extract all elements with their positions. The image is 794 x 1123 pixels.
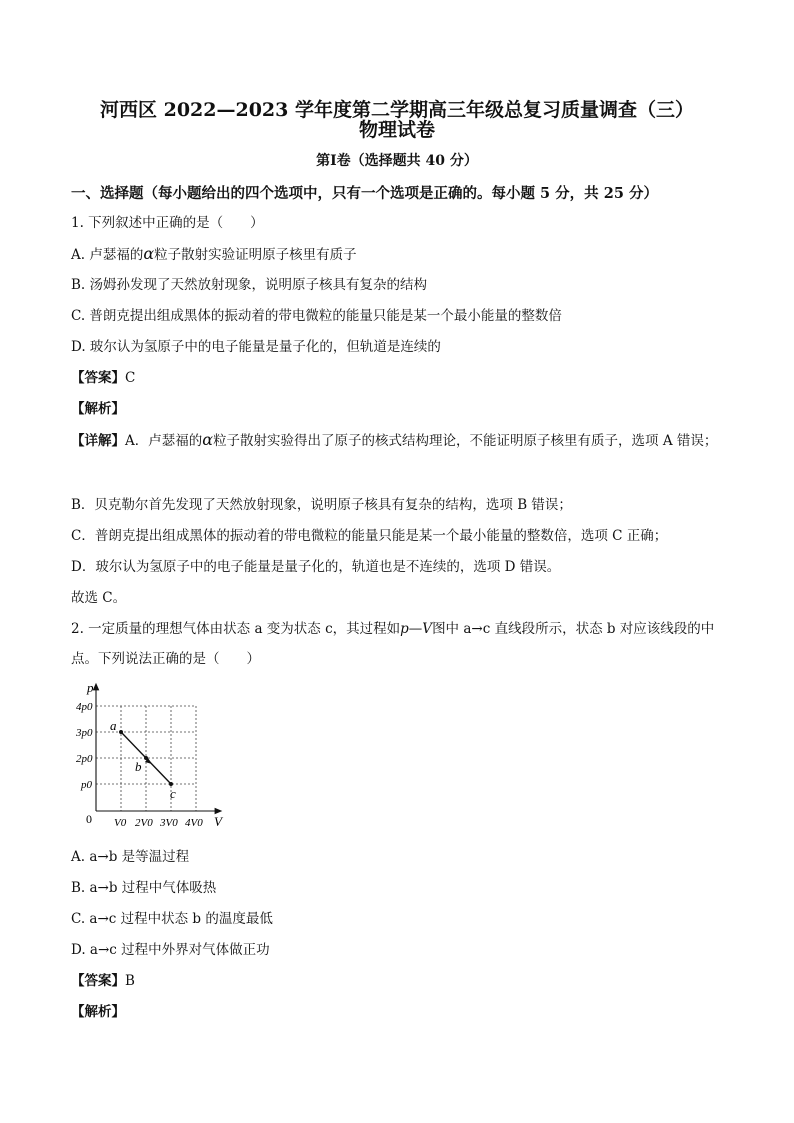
y-tick-4p0: 4p0 (76, 701, 93, 713)
point-b (144, 756, 148, 760)
x-tick-v0: V0 (114, 817, 127, 829)
q2-option-c: C. a→c 过程中状态 b 的温度最低 (71, 911, 273, 927)
subject-title: 物理试卷 (358, 119, 435, 141)
q1-option-a-post: 粒子散射实验证明原子核里有质子 (154, 247, 357, 263)
answer-value: B (125, 973, 135, 989)
q2-stem-post: 图中 a→c 直线段所示，状态 b 对应该线段的中点。下列说法正确的是（ ） (71, 621, 715, 667)
q1-analysis-label: 【解析】 (71, 401, 125, 417)
pv-symbol: p—V (400, 621, 433, 637)
q1-option-c: C. 普朗克提出组成黑体的振动着的带电微粒的能量只能是某一个最小能量的整数倍 (71, 308, 562, 324)
q2-option-a: A. a→b 是等温过程 (71, 849, 190, 865)
section-heading: 一、选择题（每小题给出的四个选项中，只有一个选项是正确的。每小题 5 分，共 25 分） (71, 185, 658, 202)
q2-stem-pre: 2. 一定质量的理想气体由状态 a 变为状态 c，其过程如 (71, 621, 401, 637)
q1-stem: 1. 下列叙述中正确的是（ ） (71, 215, 264, 231)
q1-detail-a-post: 粒子散射实验得出了原子的核式结构理论，不能证明原子核里有质子，选项 A 错误； (213, 433, 718, 449)
q1-option-a (71, 244, 357, 265)
detail-label: 【详解】 (71, 433, 125, 449)
label-b: b (135, 759, 142, 774)
p-axis-label: p (87, 680, 94, 695)
q1-detail-a-pre: A．卢瑟福的 (125, 433, 203, 449)
point-a (119, 730, 123, 734)
y-tick-2p0: 2p0 (76, 753, 93, 765)
q1-detail-a (71, 425, 721, 456)
q2-option-d: D. a→c 过程中外界对气体做正功 (71, 942, 270, 958)
answer-value: C (125, 370, 136, 386)
y-tick-p0: p0 (81, 779, 92, 791)
q1-option-b: B. 汤姆孙发现了天然放射现象，说明原子核具有复杂的结构 (71, 277, 428, 293)
answer-label: 【答案】 (71, 370, 125, 386)
q2-option-b: B. a→b 过程中气体吸热 (71, 880, 217, 896)
answer-label: 【答案】 (71, 973, 125, 989)
x-tick-4v0: 4V0 (185, 817, 203, 829)
q1-detail-c: C．普朗克提出组成黑体的振动着的带电微粒的能量只能是某一个最小能量的整数倍，选项 C 正确； (71, 528, 668, 544)
x-tick-2v0: 2V0 (135, 817, 153, 829)
q1-detail-d: D．玻尔认为氢原子中的电子能量是量子化的，轨道也是不连续的，选项 D 错误。 (71, 559, 561, 575)
alpha-symbol: α (202, 430, 214, 449)
q1-detail-b: B．贝克勒尔首先发现了天然放射现象，说明原子核具有复杂的结构，选项 B 错误； (71, 497, 572, 513)
volume-title: 第Ⅰ卷（选择题共 40 分） (316, 153, 478, 169)
page-title: 河西区 2022—2023 学年度第二学期高三年级总复习质量调查（三） (100, 99, 694, 121)
q2-stem (71, 614, 721, 674)
y-tick-3p0: 3p0 (76, 727, 93, 739)
pv-diagram (74, 678, 234, 838)
label-c: c (170, 786, 176, 801)
q2-analysis-label: 【解析】 (71, 1004, 125, 1020)
q1-answer (71, 368, 135, 388)
x-tick-3v0: 3V0 (160, 817, 178, 829)
q1-conclusion: 故选 C。 (71, 590, 127, 606)
origin-label: 0 (86, 812, 92, 826)
q2-answer (71, 971, 135, 991)
alpha-symbol: α (143, 244, 155, 263)
q1-option-d: D. 玻尔认为氢原子中的电子能量是量子化的，但轨道是连续的 (71, 339, 441, 355)
q1-option-a-pre: A. 卢瑟福的 (71, 247, 144, 263)
label-a: a (110, 718, 117, 733)
v-axis-label: V (214, 814, 222, 829)
